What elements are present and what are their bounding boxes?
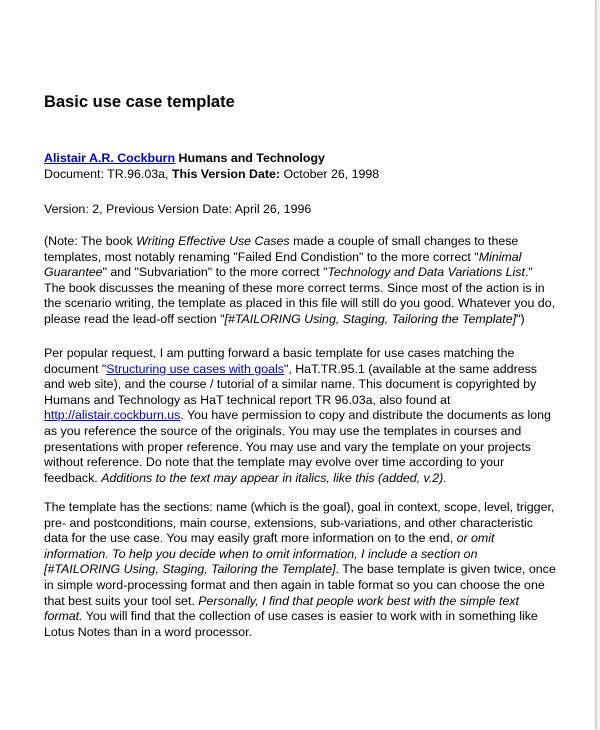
italics-note: Additions to the text may appear in italics, like this (added, v.2). (101, 470, 447, 485)
variations-list-term: Technology and Data Variations List (327, 265, 525, 280)
structuring-use-cases-link[interactable]: Structuring use cases with goals (106, 361, 284, 376)
version-line: Version: 2, Previous Version Date: April 26, 1996 (44, 202, 312, 216)
minimal-guarantee-term: Minimal Guarantee (44, 249, 522, 280)
sections-paragraph (44, 500, 556, 640)
note-text-5: ") (516, 311, 525, 326)
request-text-1: Per popular request, I am putting forward a basic template for use cases matching the document " (44, 346, 515, 376)
request-text-2: ", HaT.TR.95.1 (available at the same address and web site), and the course / tutorial of a similar name. This document is copyrighted by Humans and Technology as HaT technical report TR 96.03a, also found at (44, 361, 537, 407)
note-text-1: (Note: The book (44, 234, 137, 248)
note-text-3: " and "Subvariation" to the more correct " (102, 265, 328, 280)
tailoring-section-ref: [#TAILORING Using, Staging, Tailoring the Template] (224, 311, 517, 326)
version-date-label: This Version Date: (171, 167, 280, 181)
note-text-2: made a couple of small changes to these templates, most notably renaming "Failed End Condistion" to the more correct " (44, 234, 519, 264)
page-title: Basic use case template (44, 93, 235, 111)
book-title: Writing Effective Use Cases (136, 234, 290, 248)
author-line (44, 151, 556, 167)
sections-text-1: The template has the sections: name (which is the goal), goal in context, scope, level, trigger, pre- and postconditions, main course, extensions, sub-variations, and other characteristic data for the use case. You may easily graft more information on to the end, (44, 500, 555, 546)
sections-text-2: . The base template is given twice, once in simple word-processing format and then again in table format so you can choose the one that best suits your tool set. (44, 562, 556, 608)
note-text-4: ." The book discusses the meaning of these more correct terms. Since most of the action is in the scenario writing, the template as placed in this file will still do you good. Whatever you do, please read the lead-off section " (44, 265, 556, 326)
version-date: October 26, 1998 (283, 167, 380, 181)
website-link[interactable]: http://alistair.cockburn.us (44, 408, 181, 423)
author-link[interactable]: Alistair A.R. Cockburn (44, 151, 176, 165)
sections-text-3: You will find that the collection of use cases is easier to work with in something like Lotus Notes than in a word processor. (44, 609, 538, 639)
author-affiliation: Humans and Technology (178, 151, 325, 165)
request-text-3: . You have permission to copy and distribute the documents as long as you reference the source of the originals. You may use the templates in courses and presentations with proper reference. You may use and vary the template on your projects without reference. Do note that the template may evolve over time according to your feedback. (44, 408, 551, 485)
document-number: Document: TR.96.03a, (44, 167, 169, 181)
personal-opinion: Personally, I find that people work best with the simple text format. (44, 593, 519, 624)
omit-info-note: or omit information. To help you decide when to omit information, I include a section on [#TAILORING Using, Staging, Tailoring the Template] (44, 531, 495, 577)
request-paragraph (44, 346, 556, 486)
document-line (44, 167, 556, 183)
note-paragraph (44, 234, 556, 328)
